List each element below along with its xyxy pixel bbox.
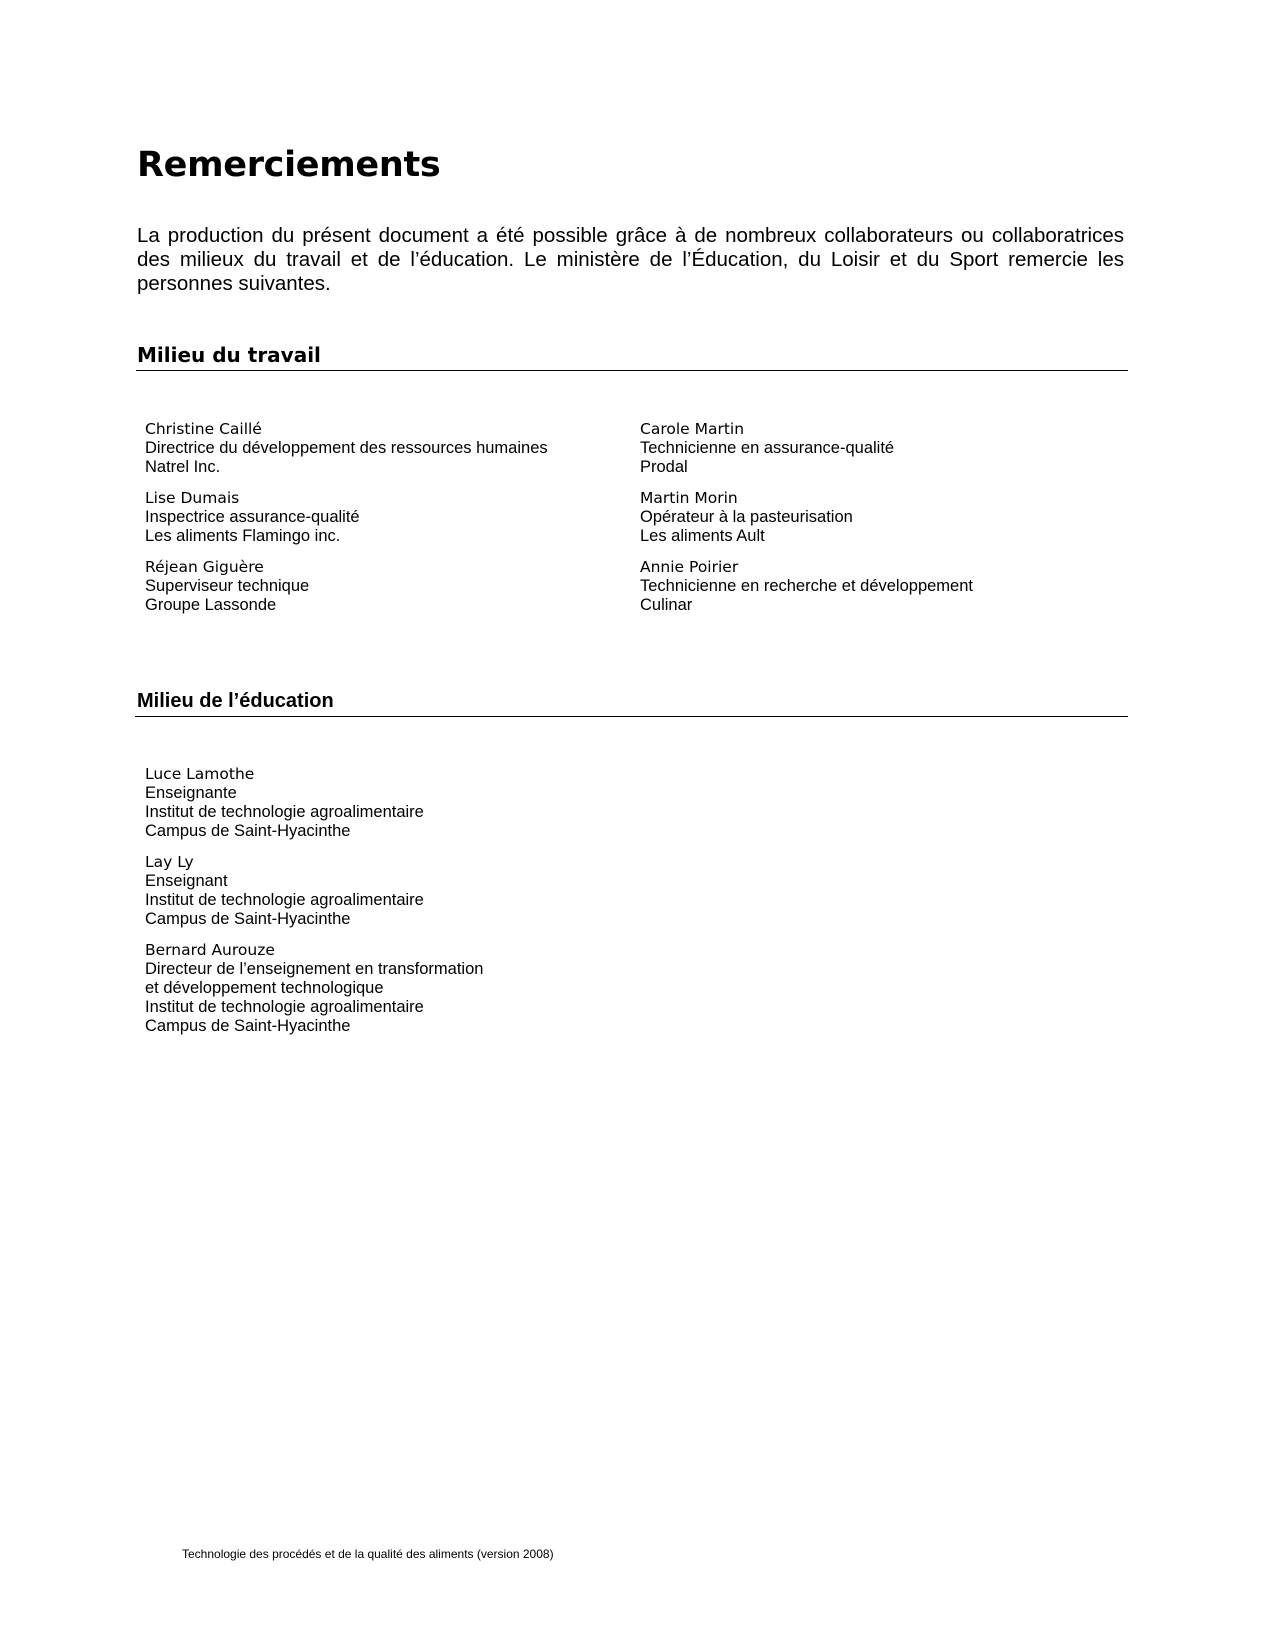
page-footer: Technologie des procédés et de la qualité des aliments (version 2008): [182, 1547, 554, 1561]
person-name: Luce Lamothe: [145, 765, 255, 783]
person-organization: Prodal: [640, 458, 688, 476]
person-entry: [640, 558, 1110, 615]
person-organization: Natrel Inc.: [145, 458, 221, 476]
person-organization: Les aliments Flamingo inc.: [145, 527, 341, 545]
intro-paragraph: La production du présent document a été possible grâce à de nombreux collaborateurs ou collaboratrices des milieux du travail et de l’éducation. Le ministère de l’Éducation, du Loisir et du Sport remercie les personnes suivantes.: [137, 224, 1124, 295]
person-title: Enseignant: [145, 872, 228, 890]
person-entry: [145, 489, 615, 546]
person-name: Bernard Aurouze: [145, 941, 275, 959]
person-title: Directrice du développement des ressources humaines: [145, 439, 548, 457]
work-column-right: [640, 420, 1110, 627]
person-title: Opérateur à la pasteurisation: [640, 508, 853, 526]
page-title: Remerciements: [137, 145, 441, 185]
person-name: Carole Martin: [640, 420, 745, 438]
person-organization: Institut de technologie agroalimentaire: [145, 998, 424, 1016]
person-organization: Culinar: [640, 596, 693, 614]
person-campus: Campus de Saint-Hyacinthe: [145, 910, 351, 928]
person-name: Réjean Giguère: [145, 558, 264, 576]
person-organization: Les aliments Ault: [640, 527, 765, 545]
person-entry: [145, 853, 665, 929]
person-title: Directeur de l’enseignement en transformation: [145, 960, 484, 978]
person-title: Enseignante: [145, 784, 237, 802]
work-column-left: [145, 420, 615, 627]
person-organization: Institut de technologie agroalimentaire: [145, 803, 424, 821]
person-entry: [640, 420, 1110, 477]
person-organization: Groupe Lassonde: [145, 596, 277, 614]
person-name: Annie Poirier: [640, 558, 739, 576]
person-title: Technicienne en assurance-qualité: [640, 439, 895, 457]
person-name: Martin Morin: [640, 489, 738, 507]
person-entry: [145, 558, 615, 615]
person-entry: [145, 765, 665, 841]
person-title: Superviseur technique: [145, 577, 310, 595]
person-entry: [640, 489, 1110, 546]
person-title: Inspectrice assurance-qualité: [145, 508, 360, 526]
section-heading-work: Milieu du travail: [137, 343, 321, 367]
section-divider-work: [136, 370, 1128, 371]
section-divider-education: [135, 716, 1128, 717]
education-column: [145, 765, 665, 1048]
person-entry: [145, 941, 665, 1036]
person-campus: Campus de Saint-Hyacinthe: [145, 822, 351, 840]
section-heading-education: Milieu de l’éducation: [137, 690, 334, 712]
person-campus: Campus de Saint-Hyacinthe: [145, 1017, 351, 1035]
person-title: Technicienne en recherche et développement: [640, 577, 973, 595]
person-entry: [145, 420, 615, 477]
person-organization: Institut de technologie agroalimentaire: [145, 891, 424, 909]
person-title-continued: et développement technologique: [145, 979, 384, 997]
person-name: Lise Dumais: [145, 489, 240, 507]
person-name: Lay Ly: [145, 853, 194, 871]
person-name: Christine Caillé: [145, 420, 262, 438]
